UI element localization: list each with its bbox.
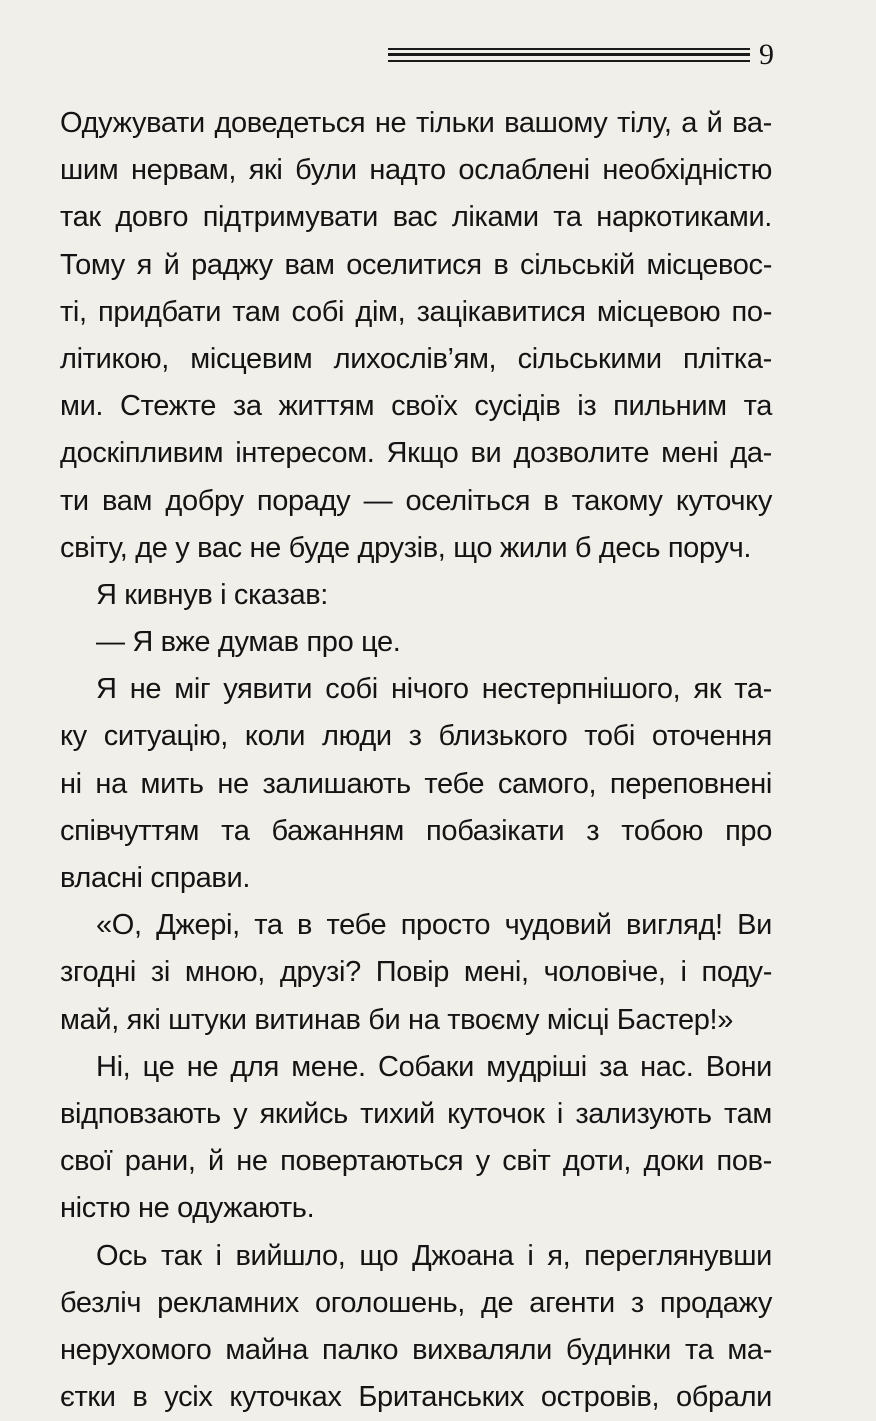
text-line: доскіпливим інтересом. Якщо ви дозволите мені да-: [60, 437, 772, 470]
text-line: згодні зі мною, друзі? Повір мені, чоловіче, і поду-: [60, 956, 772, 989]
body-text: [60, 100, 772, 1421]
text-line: так довго підтримувати вас ліками та наркотиками.: [60, 201, 772, 234]
text-line: Ні, це не для мене. Собаки мудріші за нас. Вони: [96, 1050, 772, 1083]
page-number: 9: [759, 38, 774, 71]
text-line: ністю не одужають.: [60, 1192, 315, 1225]
text-line: власні справи.: [60, 862, 251, 894]
text-line: відповзають у якийсь тихий куточок і зализують там: [60, 1097, 772, 1130]
text-line: ні на мить не залишають тебе самого, переповнені: [60, 767, 772, 800]
running-header: [388, 40, 788, 72]
text-line: ті, придбати там собі дім, зацікавитися місцевою по-: [60, 295, 772, 328]
header-rule-bottom: [388, 60, 750, 62]
text-line: Тому я й раджу вам оселитися в сільській місцевос-: [60, 248, 772, 281]
text-line: свої рани, й не повертаються у світ доти, доки пов-: [60, 1145, 772, 1178]
text-line: шим нервам, які були надто ослаблені необхідністю: [60, 154, 772, 187]
text-line: Я не міг уявити собі нічого нестерпнішого, як та-: [96, 673, 772, 706]
text-line: світу, де у вас не буде друзів, що жили б десь поруч.: [60, 531, 752, 564]
text-line: ми. Стежте за життям своїх сусідів із пильним та: [60, 390, 772, 423]
text-line: ти вам добру пораду — оселіться в такому куточку: [60, 484, 772, 517]
text-line: «О, Джері, та в тебе просто чудовий вигляд! Ви: [96, 909, 772, 942]
text-line: літикою, місцевим лихослів’ям, сільськими плітка-: [60, 342, 772, 375]
text-line: безліч рекламних оголошень, де агенти з продажу: [60, 1286, 772, 1319]
text-line: співчуттям та бажанням побазікати з тобою про: [60, 814, 772, 847]
text-line: Я кивнув і сказав:: [96, 578, 328, 611]
text-line: — Я вже думав про це.: [96, 626, 401, 659]
text-line: єтки в усіх куточках Британських островів, обрали: [60, 1381, 772, 1414]
text-line: Одужувати доведеться не тільки вашому тілу, а й ва-: [60, 107, 772, 139]
header-rule-top: [388, 48, 750, 50]
text-line: ку ситуацію, коли люди з близького тобі оточення: [60, 720, 772, 753]
text-line: нерухомого майна палко вихваляли будинки та ма-: [60, 1333, 772, 1366]
text-line: май, які штуки витинав би на твоєму місці Бастер!»: [60, 1003, 734, 1036]
header-rule-middle: [388, 53, 750, 56]
text-line: Ось так і вийшло, що Джоана і я, переглянувши: [96, 1239, 772, 1272]
